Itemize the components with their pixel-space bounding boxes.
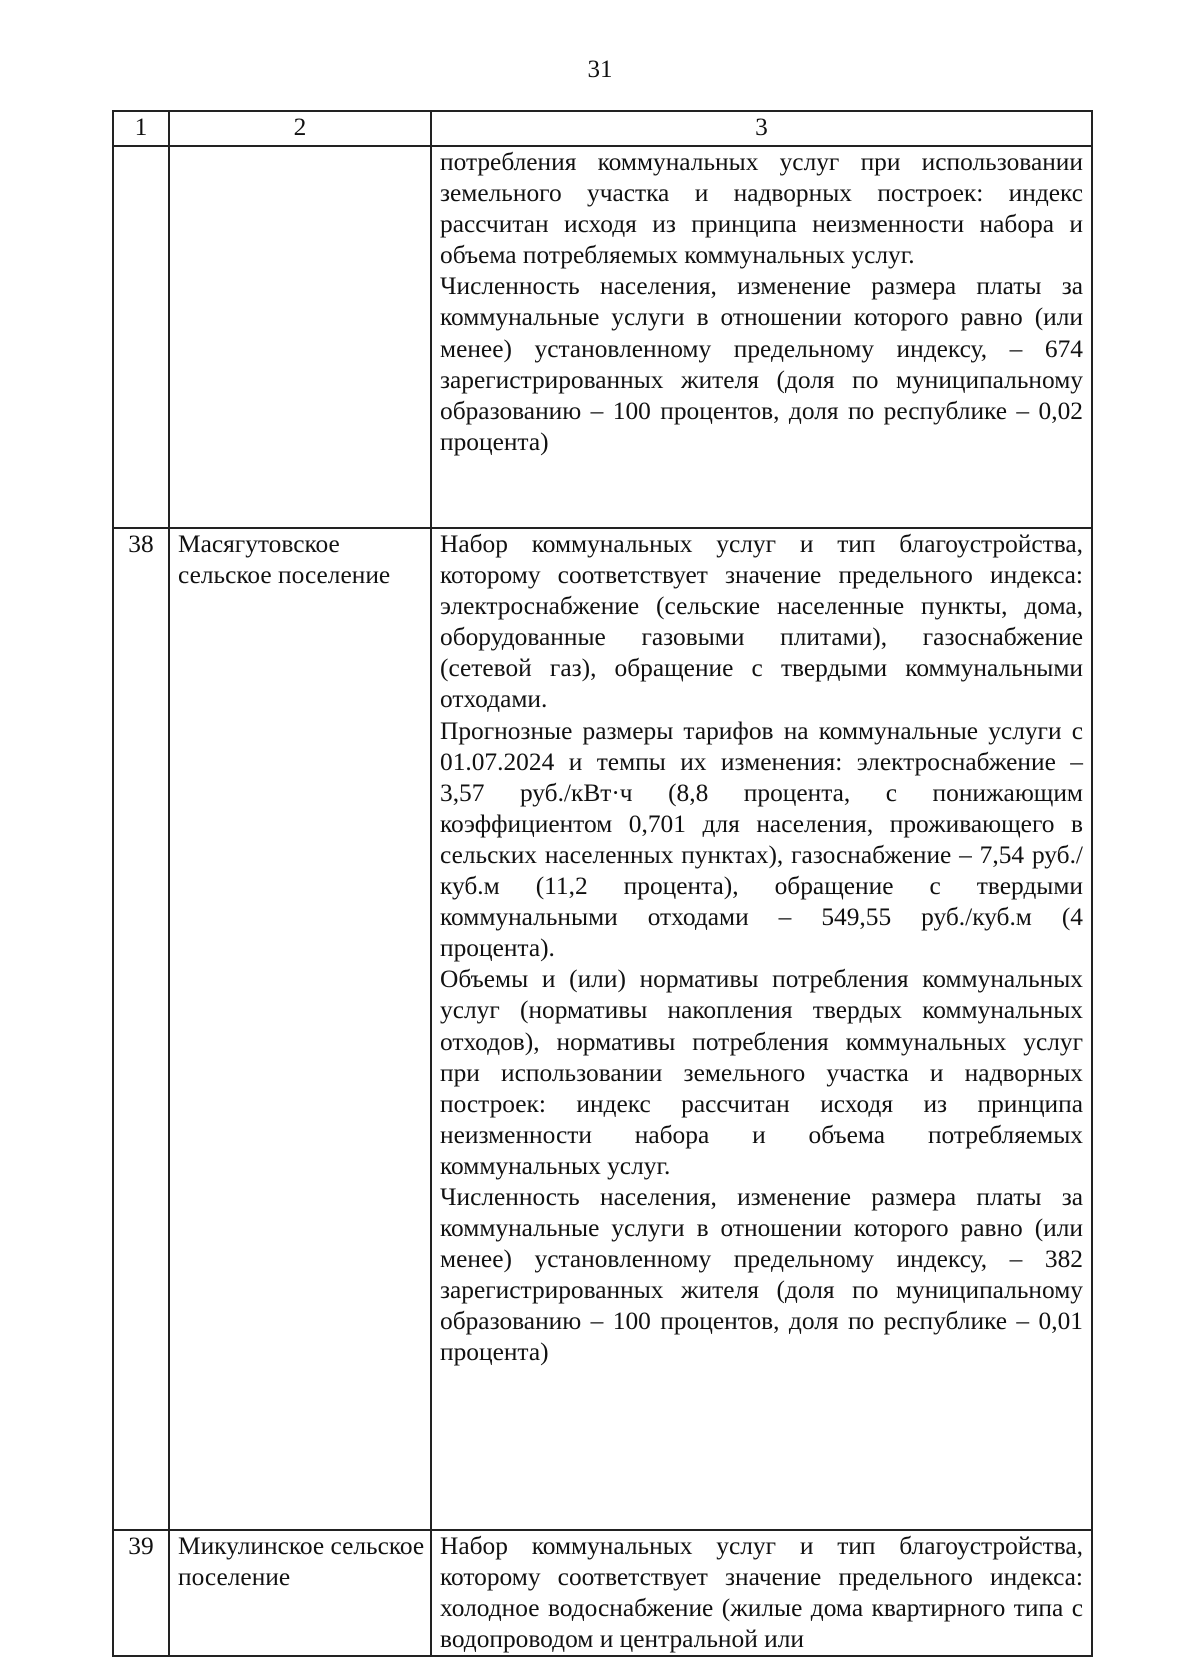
row-description: [431, 1530, 1092, 1656]
table-row: [113, 1530, 1092, 1656]
row-number: 38: [113, 528, 169, 1530]
row-description: [431, 146, 1092, 528]
header-col-1: 1: [113, 111, 169, 146]
description-paragraph: Набор коммунальных услуг и тип благоустройства, которому соответствует значение предельного индекса: электроснабжение (сельские населенные пункты, дома, оборудованные газовыми плитами), газоснабжение (сетевой газ), обращение с твердыми коммунальными отходами.: [440, 530, 1083, 714]
table-header-row: [113, 111, 1092, 146]
municipality-name: Масягутовское сельское поселение: [169, 528, 431, 1530]
header-col-2: 2: [169, 111, 431, 146]
description-paragraph: Численность населения, изменение размера платы за коммунальные услуги в отношении которого равно (или менее) установленному предельному индексу, – 674 зарегистрированных жителя (доля по муниципальному образованию – 100 процентов, доля по республике – 0,02 процента): [440, 272, 1083, 456]
tariff-table: [112, 110, 1093, 1657]
municipality-name: Микулинское сельское поселение: [169, 1530, 431, 1656]
header-col-3: 3: [431, 111, 1092, 146]
description-paragraph: Численность населения, изменение размера платы за коммунальные услуги в отношении которого равно (или менее) установленному предельному индексу, – 382 зарегистрированных жителя (доля по муниципальному образованию – 100 процентов, доля по республике – 0,01 процента): [440, 1182, 1083, 1367]
page-number: 31: [587, 56, 613, 83]
description-paragraph: потребления коммунальных услуг при использовании земельного участка и надворных построек: индекс рассчитан исходя из принципа неизменности набора и объема потребляемых коммунальных услуг.: [440, 148, 1083, 270]
table-row: [113, 528, 1092, 1530]
municipality-name: [169, 146, 431, 528]
description-paragraph: Прогнозные размеры тарифов на коммунальные услуги с 01.07.2024 и темпы их изменения: электроснабжение – 3,57 руб./кВт·ч (8,8 процента, с понижающим коэффициентом 0,701 для населения, проживающего в сельских населенных пунктах), газоснабжение – 7,54 руб./куб.м (11,2 процента), обращение с твердыми коммунальными отходами – 549,55 руб./куб.м (4 процента).: [440, 716, 1083, 963]
row-description: [431, 528, 1092, 1530]
row-number: 39: [113, 1530, 169, 1656]
row-number: [113, 146, 169, 528]
table-row: [113, 146, 1092, 528]
description-paragraph: Набор коммунальных услуг и тип благоустройства, которому соответствует значение предельного индекса: холодное водоснабжение (жилые дома квартирного типа с водопроводом и центральной или: [440, 1532, 1083, 1654]
description-paragraph: Объемы и (или) нормативы потребления коммунальных услуг (нормативы накопления твердых коммунальных отходов), нормативы потребления коммунальных услуг при использовании земельного участка и надворных построек: индекс рассчитан исходя из принципа неизменности набора и объема потребляемых коммунальных услуг.: [440, 965, 1083, 1180]
